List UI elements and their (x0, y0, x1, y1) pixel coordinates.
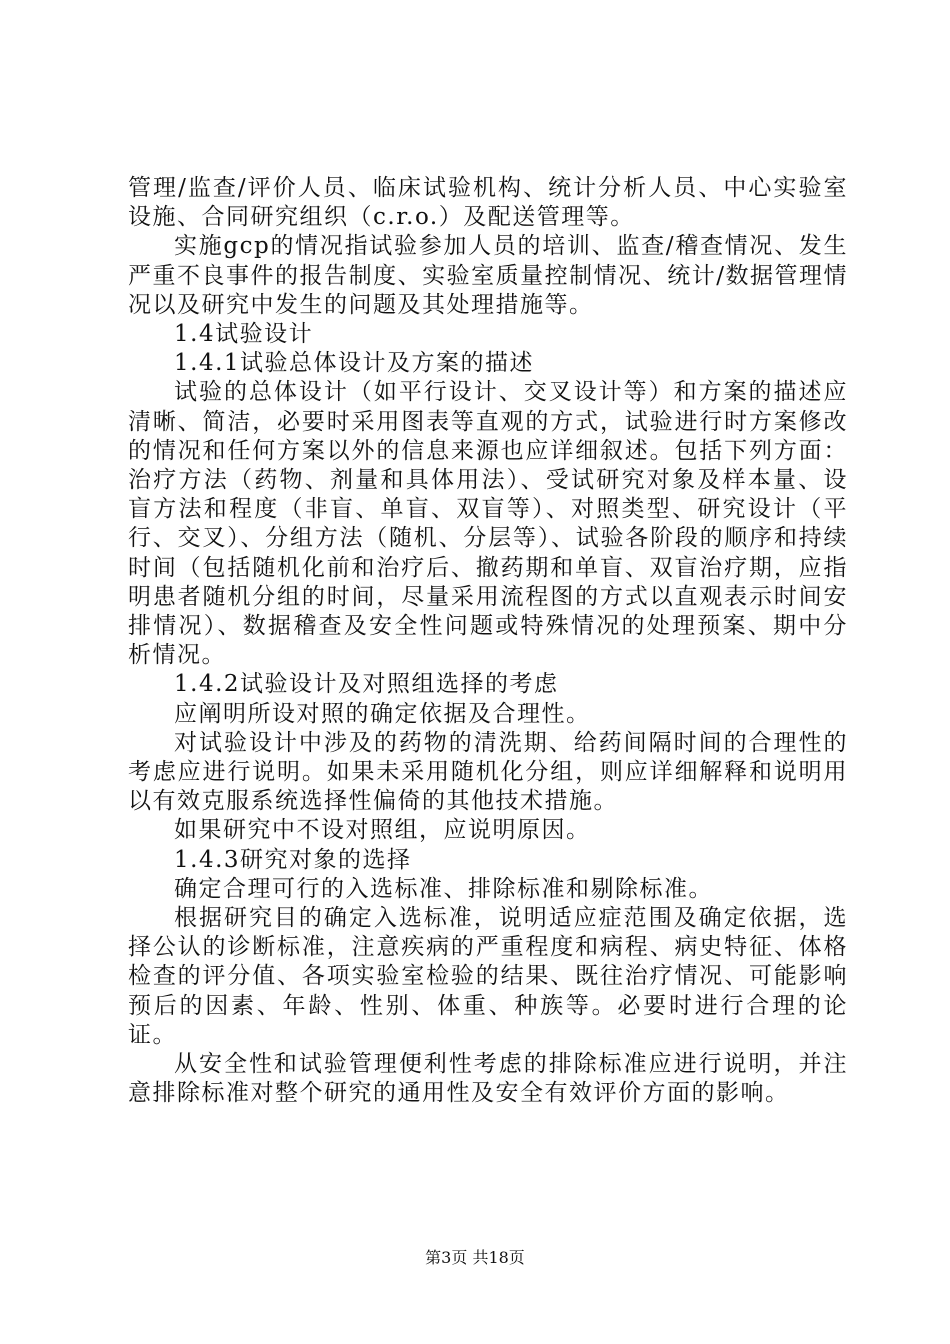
paragraph-continuation: 管理/监查/评价人员、临床试验机构、统计分析人员、中心实验室设施、合同研究组织（c.r.o.）及配送管理等。 (128, 175, 848, 231)
paragraph-no-control-group: 如果研究中不设对照组，应说明原因。 (174, 817, 591, 844)
document-body (128, 174, 848, 1109)
paragraph-criteria: 确定合理可行的入选标准、排除标准和剔除标准。 (174, 875, 713, 902)
paragraph-exclusion-criteria: 从安全性和试验管理便利性考虑的排除标准应进行说明，并注意排除标准对整个研究的通用性及安全有效评价方面的影响。 (128, 1051, 848, 1107)
section-heading-1-4: 1.4试验设计 (174, 321, 314, 348)
section-heading-1-4-2: 1.4.2试验设计及对照组选择的考虑 (174, 671, 559, 698)
paragraph-gcp-implementation: 实施gcp的情况指试验参加人员的培训、监查/稽查情况、发生严重不良事件的报告制度、实验室质量控制情况、统计/数据管理情况以及研究中发生的问题及其处理措施等。 (128, 233, 848, 318)
section-heading-1-4-1: 1.4.1试验总体设计及方案的描述 (174, 350, 535, 377)
page-number-footer: 第3页 共18页 (425, 1248, 525, 1267)
paragraph-control-basis: 应阐明所设对照的确定依据及合理性。 (174, 700, 591, 727)
section-heading-1-4-3: 1.4.3研究对象的选择 (174, 846, 412, 873)
paragraph-inclusion-criteria: 根据研究目的确定入选标准，说明适应症范围及确定依据，选择公认的诊断标准，注意疾病的严重程度和病程、病史特征、体格检查的评分值、各项实验室检验的结果、既往治疗情况、可能影响预后的因素、年龄、性别、体重、种族等。必要时进行合理的论证。 (128, 905, 848, 1048)
paragraph-washout-period: 对试验设计中涉及的药物的清洗期、给药间隔时间的合理性的考虑应进行说明。如果未采用随机化分组，则应详细解释和说明用以有效克服系统选择性偏倚的其他技术措施。 (128, 729, 848, 815)
paragraph-overall-design: 试验的总体设计（如平行设计、交叉设计等）和方案的描述应清晰、简洁，必要时采用图表等直观的方式，试验进行时方案修改的情况和任何方案以外的信息来源也应详细叙述。包括下列方面：治疗方法（药物、剂量和具体用法）、受试研究对象及样本量、设盲方法和程度（非盲、单盲、双盲等）、对照类型、研究设计（平行、交叉）、分组方法（随机、分层等）、试验各阶段的顺序和持续时间（包括随机化前和治疗后、撤药期和单盲、双盲治疗期，应指明患者随机分组的时间，尽量采用流程图的方式以直观表示时间安排情况）、数据稽查及安全性问题或特殊情况的处理预案、期中分析情况。 (128, 379, 848, 669)
